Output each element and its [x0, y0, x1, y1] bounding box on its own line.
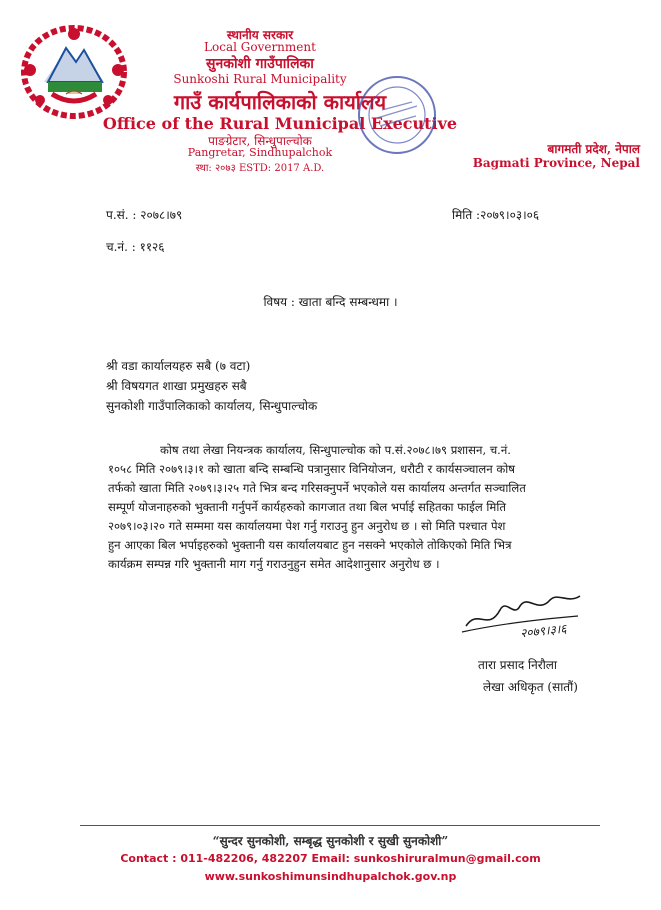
office-title-en: Office of the Rural Municipal Executive [102, 114, 458, 133]
recipient-line: सुनकोशी गाउँपालिकाको कार्यालय, सिन्धुपाल्चोक [106, 399, 318, 413]
established-date: स्था: २०७३ ESTD: 2017 A.D. [195, 163, 325, 174]
province-en: Bagmati Province, Nepal [472, 156, 640, 170]
local-government-en: Local Government [204, 40, 316, 54]
body-line: सम्पूर्ण योजनाहरुको भुक्तानी गर्नुपर्ने कार्यहरुको कागजात तथा बिल भर्पाई सहितका फाईल मिति [108, 500, 506, 514]
letter-date: मिति :२०७९।०३।०६ [452, 208, 540, 222]
body-line: २०७९।०३।२० गते सम्ममा यस कार्यालयमा पेश गर्नु गराउनु हुन अनुरोध छ । सो मिति पश्चात पेश [108, 519, 506, 533]
body-line: तर्फको खाता मिति २०७९।३।२५ गते भित्र बन्द गरिसक्नुपर्ने भएकोले यस कार्यालय अन्तर्गत सञ्चालित [108, 481, 526, 495]
footer-contact: Contact : 011-482206, 482207 Email: sunkoshiruralmun@gmail.com [120, 852, 541, 865]
local-government-np: स्थानीय सरकार [226, 28, 294, 42]
province-np: बागमती प्रदेश, नेपाल [547, 142, 640, 156]
dispatch-number: च.नं. : ११२६ [106, 240, 165, 254]
office-title-np: गाउँ कार्यपालिकाको कार्यालय [173, 90, 387, 114]
municipality-name-np: सुनकोशी गाउँपालिका [206, 56, 314, 72]
footer-slogan: “सुन्दर सुनकोशी, सम्बृद्ध सुनकोशी र सुखी सुनकोशी” [212, 834, 449, 848]
recipient-line: श्री वडा कार्यालयहरु सबै (७ वटा) [106, 359, 251, 373]
body-line: १०५८ मिति २०७९।३।१ को खाता बन्दि सम्बन्धि पत्रानुसार विनियोजन, धरौटी र कार्यसञ्चालन कोष [108, 462, 515, 476]
signatory-designation: लेखा अधिकृत (सातौं) [483, 680, 578, 694]
municipality-name-en: Sunkoshi Rural Municipality [173, 72, 347, 86]
reference-number: प.सं. : २०७८।७९ [106, 208, 183, 222]
body-line: कोष तथा लेखा नियन्त्रक कार्यालय, सिन्धुपाल्चोक को प.सं.२०७८।७९ प्रशासन, च.नं. [160, 443, 511, 457]
body-line: कार्यक्रम सम्पन्न गरि भुक्तानी माग गर्नु गराउनुहुन समेत आदेशानुसार अनुरोध छ । [108, 557, 440, 571]
address-np: पाङग्रेटार, सिन्धुपाल्चोक [208, 134, 312, 148]
footer-divider [80, 825, 600, 826]
official-stamp-icon [352, 70, 442, 160]
body-line: हुन आएका बिल भर्पाइहरुको भुक्तानी यस कार्यालयबाट हुन नसक्ने भएकोले तोकिएको मिति भित्र [108, 538, 512, 552]
signature-date: २०७९।३।६ [519, 621, 568, 641]
footer-website: www.sunkoshimunsindhupalchok.gov.np [204, 870, 457, 883]
letter-subject: विषय : खाता बन्दि सम्बन्धमा । [263, 295, 398, 309]
address-en: Pangretar, Sindhupalchok [187, 146, 333, 159]
recipient-line: श्री विषयगत शाखा प्रमुखहरु सबै [106, 379, 247, 393]
signatory-name: तारा प्रसाद निरौला [478, 658, 558, 672]
